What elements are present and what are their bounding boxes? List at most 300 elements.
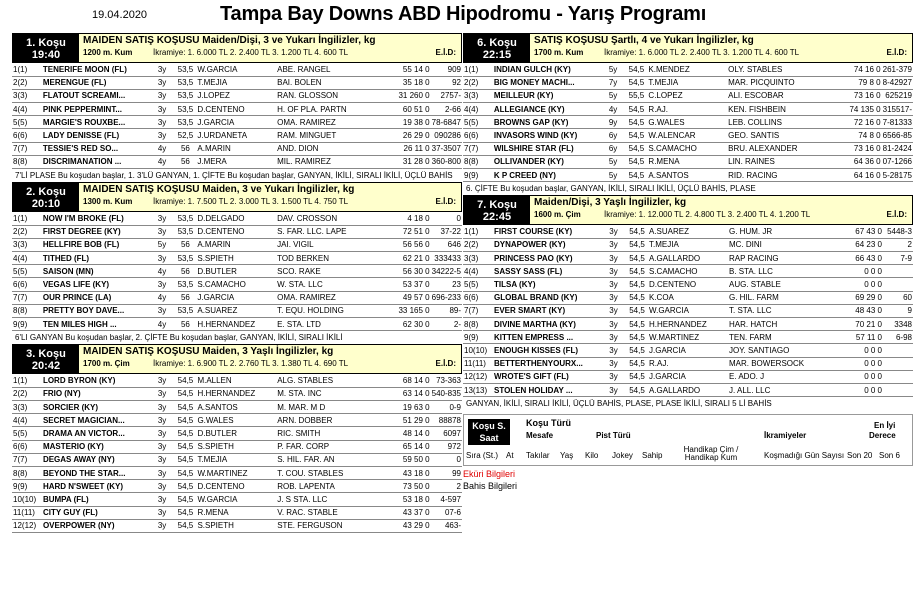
- stats: 53 18 0: [381, 493, 431, 506]
- horse-name[interactable]: BUMPA (FL): [42, 493, 150, 506]
- jockey: C.LOPEZ: [647, 89, 727, 102]
- horse-name[interactable]: DYNAPOWER (KY): [493, 238, 601, 251]
- age: 3y: [601, 265, 626, 278]
- owner: J. S STA. LLC: [276, 493, 381, 506]
- jockey: S.SPIETH: [196, 440, 276, 453]
- horse-name[interactable]: MERENGUE (FL): [42, 76, 150, 89]
- horse-name[interactable]: DRAMA AN VICTOR...: [42, 427, 150, 440]
- age: 3y: [150, 453, 175, 466]
- legend-race-box: Koşu S. Saat: [468, 419, 510, 445]
- jockey: R.AJ.: [648, 357, 728, 370]
- runner-no: 5(5): [463, 116, 493, 129]
- age: 3y: [601, 318, 626, 331]
- legend-col: Sıra (St.): [466, 451, 499, 461]
- table-row[interactable]: [463, 142, 913, 155]
- owner: G. HIL. FARM: [728, 291, 833, 304]
- stats: 68 14 0: [381, 374, 431, 387]
- jockey: A.SANTOS: [647, 169, 727, 182]
- form: 6-98: [883, 331, 913, 344]
- horse-name[interactable]: MEILLEUR (KY): [493, 89, 601, 102]
- owner: STE. FERGUSON: [276, 519, 381, 532]
- weight: 56: [174, 155, 196, 168]
- runner-no: 3(3): [12, 89, 42, 102]
- stats: 0 0 0: [833, 370, 883, 383]
- race-block: [12, 182, 462, 344]
- horse-name[interactable]: FIRST COURSE (KY): [493, 225, 601, 238]
- jockey: H.HERNANDEZ: [648, 318, 728, 331]
- age: 4y: [150, 318, 175, 331]
- horse-name[interactable]: PRETTY BOY DAVE...: [42, 304, 150, 317]
- horse-name[interactable]: PINK PEPPERMINT...: [42, 103, 150, 116]
- stats: 31 260 0: [381, 89, 431, 102]
- table-row[interactable]: [463, 129, 913, 142]
- table-row[interactable]: [12, 252, 462, 265]
- race-header: [12, 182, 462, 212]
- age: 3y: [150, 480, 175, 493]
- age: 4y: [150, 155, 175, 168]
- owner: LEB. COLLINS: [727, 116, 832, 129]
- owner: T. STA. LLC: [728, 304, 833, 317]
- form: 89-: [431, 304, 462, 317]
- owner: OMA. RAMIREZ: [276, 116, 381, 129]
- runner-table: [463, 63, 913, 182]
- weight: 54,5: [625, 142, 647, 155]
- horse-name[interactable]: MARGIE'S ROUXBE...: [42, 116, 150, 129]
- legend-box: [463, 414, 913, 466]
- table-row[interactable]: [12, 304, 462, 317]
- form: 92: [431, 76, 462, 89]
- form: 2-66: [431, 103, 462, 116]
- jockey: D.CENTENO: [196, 225, 276, 238]
- runner-no: 2(2): [12, 387, 42, 400]
- stats: 26 29 0: [381, 129, 431, 142]
- horse-name[interactable]: DEGAS AWAY (NY): [42, 453, 150, 466]
- runner-no: 3(3): [463, 89, 493, 102]
- table-row[interactable]: [12, 212, 462, 225]
- owner: BAI. BOLEN: [276, 76, 381, 89]
- owner: GEO. SANTIS: [727, 129, 832, 142]
- weight: 54,5: [626, 238, 648, 251]
- stats: 73 50 0: [381, 480, 431, 493]
- race-number: 1. Koşu: [26, 37, 66, 49]
- form: 37-22: [431, 225, 462, 238]
- runner-no: 5(5): [12, 427, 42, 440]
- horse-name[interactable]: DISCRIMANATION ...: [42, 155, 150, 168]
- owner: S. FAR. LLC. LAPE: [276, 225, 381, 238]
- table-row[interactable]: [463, 155, 913, 168]
- bet-info: 6'LI GANYAN Bu koşudan başlar, 2. ÇİFTE Bu koşudan başlar, GANYAN, İKİLİ, SIRALI İKİLİ: [15, 333, 343, 343]
- jockey: T.MEJIA: [647, 76, 727, 89]
- stats: 51 29 0: [381, 414, 431, 427]
- table-row[interactable]: [12, 480, 462, 493]
- horse-name[interactable]: NOW I'M BROKE (FL): [42, 212, 150, 225]
- table-row[interactable]: [463, 103, 913, 116]
- race-name: MAIDEN SATIŞ KOŞUSU Maiden, 3 Yaşlı İngilizler, kg: [83, 346, 334, 358]
- legend-record: Derece: [869, 431, 896, 441]
- horse-name[interactable]: INDIAN GULCH (KY): [493, 63, 601, 76]
- owner: OMA. RAMIREZ: [276, 291, 381, 304]
- owner: KEN. FISHBEIN: [727, 103, 832, 116]
- eid-label: E.İ.D:: [886, 210, 907, 220]
- runner-no: 1(1): [463, 225, 493, 238]
- runner-no: 11(11): [463, 357, 493, 370]
- form: [883, 357, 913, 370]
- horse-name[interactable]: WROTE'S GIFT (FL): [493, 370, 601, 383]
- jockey: R.MENA: [196, 506, 276, 519]
- table-row[interactable]: [12, 142, 462, 155]
- table-row[interactable]: [463, 265, 913, 278]
- table-row[interactable]: [463, 89, 913, 102]
- table-row[interactable]: [12, 493, 462, 506]
- table-row[interactable]: [463, 252, 913, 265]
- race-distance: 1600 m. Çim: [534, 210, 581, 220]
- table-row[interactable]: [463, 169, 913, 182]
- stats: 0 0 0: [833, 278, 883, 291]
- horse-name[interactable]: KITTEN EMPRESS ...: [493, 331, 601, 344]
- weight: 54,5: [626, 225, 648, 238]
- age: 3y: [150, 440, 175, 453]
- table-row[interactable]: [463, 383, 913, 396]
- form: 0: [431, 212, 462, 225]
- runner-no: 12(12): [463, 370, 493, 383]
- weight: 54,5: [626, 265, 648, 278]
- horse-name[interactable]: OUR PRINCE (LA): [42, 291, 150, 304]
- legend-race-type: Koşu Türü: [526, 418, 571, 429]
- runner-no: 4(4): [12, 103, 42, 116]
- horse-name[interactable]: WILSHIRE STAR (FL): [493, 142, 601, 155]
- owner: RAN. GLOSSON: [276, 89, 381, 102]
- legend-col: At: [506, 451, 514, 461]
- horse-name[interactable]: SECRET MAGICIAN...: [42, 414, 150, 427]
- jockey: D.DELGADO: [196, 212, 276, 225]
- horse-name[interactable]: HELLFIRE BOB (FL): [42, 238, 150, 251]
- horse-name[interactable]: SORCIER (KY): [42, 401, 150, 414]
- stats: 48 43 0: [833, 304, 883, 317]
- table-row[interactable]: [12, 116, 462, 129]
- race-block: [463, 33, 913, 195]
- runner-no: 6(6): [12, 129, 42, 142]
- weight: 54,5: [626, 318, 648, 331]
- stats: 64 16 0: [832, 169, 882, 182]
- jockey: G.WALES: [196, 414, 276, 427]
- race-name: Maiden/Dişi, 3 Yaşlı İngilizler, kg: [534, 197, 687, 209]
- owner: MC. DINI: [728, 238, 833, 251]
- owner: ROB. LAPENTA: [276, 480, 381, 493]
- jockey: J.GARCIA: [648, 370, 728, 383]
- weight: 53,5: [174, 116, 196, 129]
- legend-col: Handikap Çim / Handikap Kum: [683, 445, 739, 463]
- jockey: A.MARIN: [196, 238, 276, 251]
- owner: AUG. STABLE: [728, 278, 833, 291]
- table-row[interactable]: [12, 265, 462, 278]
- table-row[interactable]: [12, 89, 462, 102]
- age: 3y: [601, 238, 626, 251]
- stats: 63 14 0: [381, 387, 431, 400]
- jockey: A.MARIN: [196, 142, 276, 155]
- runner-no: 7(7): [12, 453, 42, 466]
- runner-no: 7(7): [12, 291, 42, 304]
- owner: SCO. RAKE: [276, 265, 381, 278]
- horse-name[interactable]: K P CREED (NY): [493, 169, 601, 182]
- race-time: 22:45: [482, 211, 512, 224]
- legend-distance: Mesafe: [526, 431, 554, 441]
- table-row[interactable]: [12, 374, 462, 387]
- stats: 43 37 0: [381, 506, 431, 519]
- horse-name[interactable]: BETTERTHENYOURX...: [493, 357, 601, 370]
- form: 2: [883, 238, 913, 251]
- horse-name[interactable]: LADY DENISSE (FL): [42, 129, 150, 142]
- race-prizes: İkramiye: 1. 6.000 TL 2. 2.400 TL 3. 1.200 TL 4. 600 TL: [604, 48, 800, 57]
- owner: TOD BERKEN: [276, 252, 381, 265]
- stats: 26 11 0: [381, 142, 431, 155]
- table-row[interactable]: [12, 453, 462, 466]
- owner: T. EQU. HOLDING: [276, 304, 381, 317]
- jockey: H.HERNANDEZ: [196, 318, 276, 331]
- horse-name[interactable]: TESSIE'S RED SO...: [42, 142, 150, 155]
- age: 3y: [601, 278, 626, 291]
- age: 3y: [150, 427, 175, 440]
- age: 3y: [601, 383, 626, 396]
- weight: 54,5: [625, 63, 647, 76]
- age: 3y: [601, 370, 626, 383]
- weight: 54,5: [625, 155, 647, 168]
- weight: 54,5: [175, 467, 197, 480]
- table-row[interactable]: [463, 344, 913, 357]
- table-row[interactable]: [12, 129, 462, 142]
- table-row[interactable]: [463, 357, 913, 370]
- weight: 55,5: [625, 89, 647, 102]
- owner: P. FAR. CORP: [276, 440, 381, 453]
- horse-name[interactable]: STOLEN HOLIDAY ...: [493, 383, 601, 396]
- jockey: D.BUTLER: [196, 265, 276, 278]
- table-row[interactable]: [12, 318, 462, 331]
- age: 3y: [150, 519, 175, 532]
- table-row[interactable]: [463, 225, 913, 238]
- age: 3y: [150, 506, 175, 519]
- stats: 0 0 0: [833, 265, 883, 278]
- table-row[interactable]: [12, 278, 462, 291]
- form: 78-6847: [431, 116, 462, 129]
- stats: 72 51 0: [381, 225, 431, 238]
- race-prizes: İkramiye: 1. 12.000 TL 2. 4.800 TL 3. 2.400 TL 4. 1.200 TL: [604, 210, 811, 220]
- runner-no: 7(7): [463, 304, 493, 317]
- horse-name[interactable]: SASSY SASS (FL): [493, 265, 601, 278]
- horse-name[interactable]: ALLEGIANCE (KY): [493, 103, 601, 116]
- weight: 54,5: [175, 427, 197, 440]
- legend-track: Pist Türü: [596, 431, 631, 441]
- owner: V. RAC. STABLE: [276, 506, 381, 519]
- horse-name[interactable]: PRINCESS PAO (KY): [493, 252, 601, 265]
- age: 6y: [601, 129, 626, 142]
- jockey: S.CAMACHO: [647, 142, 727, 155]
- weight: 53,5: [174, 63, 196, 76]
- owner: E. ADO. J: [728, 370, 833, 383]
- horse-name[interactable]: BIG MONEY MACHI...: [493, 76, 601, 89]
- form: 5-28175: [882, 169, 913, 182]
- age: 5y: [150, 238, 175, 251]
- horse-name[interactable]: FRIO (NY): [42, 387, 150, 400]
- race-distance: 1700 m. Kum: [534, 48, 584, 57]
- weight: 53,5: [174, 103, 196, 116]
- table-row[interactable]: [12, 519, 462, 532]
- age: 3y: [150, 374, 175, 387]
- table-row[interactable]: [463, 238, 913, 251]
- form: 625219: [882, 89, 913, 102]
- table-row[interactable]: [12, 291, 462, 304]
- form: 2-: [431, 318, 462, 331]
- form: 315517-: [882, 103, 913, 116]
- owner: E. STA. LTD: [276, 318, 381, 331]
- horse-name[interactable]: TEN MILES HIGH ...: [42, 318, 150, 331]
- table-row[interactable]: [463, 331, 913, 344]
- stats: 0 0 0: [833, 357, 883, 370]
- race-time: 19:40: [31, 49, 61, 61]
- legend-col: Takılar: [526, 451, 550, 461]
- horse-name[interactable]: BEYOND THE STAR...: [42, 467, 150, 480]
- form: 0: [431, 453, 462, 466]
- form: 60: [883, 291, 913, 304]
- horse-name[interactable]: CITY GUY (FL): [42, 506, 150, 519]
- table-row[interactable]: [463, 278, 913, 291]
- jockey: J.MERA: [196, 155, 276, 168]
- stats: 62 30 0: [381, 318, 431, 331]
- horse-name[interactable]: TENERIFE MOON (FL): [42, 63, 150, 76]
- race-number-box: [464, 196, 530, 224]
- horse-name[interactable]: DIVINE MARTHA (KY): [493, 318, 601, 331]
- stats: 0 0 0: [833, 344, 883, 357]
- table-row[interactable]: [463, 318, 913, 331]
- horse-name[interactable]: OVERPOWER (NY): [42, 519, 150, 532]
- runner-no: 10(10): [12, 493, 42, 506]
- form: 7-81333: [882, 116, 913, 129]
- jockey: T.MEJIA: [648, 238, 728, 251]
- runner-no: 4(4): [463, 265, 493, 278]
- horse-name[interactable]: SAISON (MN): [42, 265, 150, 278]
- stats: 60 51 0: [381, 103, 431, 116]
- table-row[interactable]: [463, 63, 913, 76]
- horse-name[interactable]: TITHED (FL): [42, 252, 150, 265]
- stats: 73 16 0: [832, 142, 882, 155]
- jockey: T.MEJIA: [196, 453, 276, 466]
- horse-name[interactable]: OLLIVANDER (KY): [493, 155, 601, 168]
- horse-name[interactable]: FIRST DEGREE (KY): [42, 225, 150, 238]
- form: 463-: [431, 519, 462, 532]
- runner-no: 9(9): [463, 169, 493, 182]
- table-row[interactable]: [12, 467, 462, 480]
- stats: 48 14 0: [381, 427, 431, 440]
- weight: 54,5: [175, 387, 197, 400]
- owner: LIN. RAINES: [727, 155, 832, 168]
- horse-name[interactable]: FLATOUT SCREAMI...: [42, 89, 150, 102]
- table-row[interactable]: [12, 440, 462, 453]
- legend-col: Yaş: [560, 451, 574, 461]
- stats: 31 28 0: [381, 155, 431, 168]
- runner-no: 3(3): [12, 238, 42, 251]
- age: 5y: [601, 155, 626, 168]
- table-row[interactable]: [463, 304, 913, 317]
- weight: 53,5: [174, 89, 196, 102]
- table-row[interactable]: [12, 63, 462, 76]
- horse-name[interactable]: VEGAS LIFE (KY): [42, 278, 150, 291]
- bet-info: 7'Lİ PLASE Bu koşudan başlar, 1. 3'LÜ GANYAN, 1. ÇİFTE Bu koşudan başlar, GANYAN, İKİLİ, SIRALI İKİLİ, ÜÇLÜ BAHİS: [15, 171, 453, 180]
- table-row[interactable]: [463, 116, 913, 129]
- form: 0-9: [431, 401, 462, 414]
- race-time: 20:10: [31, 198, 61, 210]
- horse-name[interactable]: ENOUGH KISSES (FL): [493, 344, 601, 357]
- horse-name[interactable]: HARD N'SWEET (KY): [42, 480, 150, 493]
- table-row[interactable]: [12, 155, 462, 168]
- form: [883, 370, 913, 383]
- legend-col: Kilo: [585, 451, 599, 461]
- table-row[interactable]: [12, 76, 462, 89]
- horse-name[interactable]: INVASORS WIND (KY): [493, 129, 601, 142]
- horse-name[interactable]: TILSA (KY): [493, 278, 601, 291]
- horse-name[interactable]: LORD BYRON (KY): [42, 374, 150, 387]
- race-number: 3. Koşu: [26, 348, 66, 361]
- weight: 54,5: [626, 331, 648, 344]
- weight: 53,5: [174, 252, 196, 265]
- table-row[interactable]: [12, 506, 462, 519]
- stats: 33 165 0: [381, 304, 431, 317]
- age: 3y: [150, 414, 175, 427]
- form: 99: [431, 467, 462, 480]
- table-row[interactable]: [463, 76, 913, 89]
- jockey: J.GARCIA: [648, 344, 728, 357]
- stats: 56 30 0: [381, 265, 431, 278]
- race-name: MAIDEN SATIŞ KOŞUSU Maiden, 3 ve Yukarı İngilizler, kg: [83, 184, 355, 195]
- stats: 79 8 0: [832, 76, 882, 89]
- form: 972: [431, 440, 462, 453]
- owner: W. STA. LLC: [276, 278, 381, 291]
- jockey: M.ALLEN: [196, 374, 276, 387]
- horse-name[interactable]: EVER SMART (KY): [493, 304, 601, 317]
- jockey: R.AJ.: [647, 103, 727, 116]
- stats: 57 11 0: [833, 331, 883, 344]
- table-row[interactable]: [463, 291, 913, 304]
- age: 3y: [150, 387, 175, 400]
- runner-no: 6(6): [463, 291, 493, 304]
- owner: S. HIL. FAR. AN: [276, 453, 381, 466]
- horse-name[interactable]: MASTERIO (KY): [42, 440, 150, 453]
- runner-table: [12, 63, 462, 169]
- form: 6097: [431, 427, 462, 440]
- weight: 54,5: [625, 129, 647, 142]
- runner-table: [12, 374, 462, 533]
- table-row[interactable]: [12, 387, 462, 400]
- weight: 54,5: [625, 116, 647, 129]
- owner: ALI. ESCOBAR: [727, 89, 832, 102]
- age: 5y: [601, 89, 626, 102]
- table-row[interactable]: [12, 225, 462, 238]
- stats: 19 63 0: [381, 401, 431, 414]
- form: 37-3507: [431, 142, 462, 155]
- table-row[interactable]: [12, 427, 462, 440]
- table-row[interactable]: [12, 238, 462, 251]
- horse-name[interactable]: GLOBAL BRAND (KY): [493, 291, 601, 304]
- horse-name[interactable]: BROWNS GAP (KY): [493, 116, 601, 129]
- owner: G. HUM. JR: [728, 225, 833, 238]
- form: 5448-3: [883, 225, 913, 238]
- owner: JOY. SANTIAGO: [728, 344, 833, 357]
- table-row[interactable]: [463, 370, 913, 383]
- table-row[interactable]: [12, 401, 462, 414]
- table-row[interactable]: [12, 103, 462, 116]
- jockey: A.SUAREZ: [196, 304, 276, 317]
- table-row[interactable]: [12, 414, 462, 427]
- form: 07-6: [431, 506, 462, 519]
- race-number: 7. Koşu: [477, 199, 517, 212]
- runner-no: 8(8): [12, 467, 42, 480]
